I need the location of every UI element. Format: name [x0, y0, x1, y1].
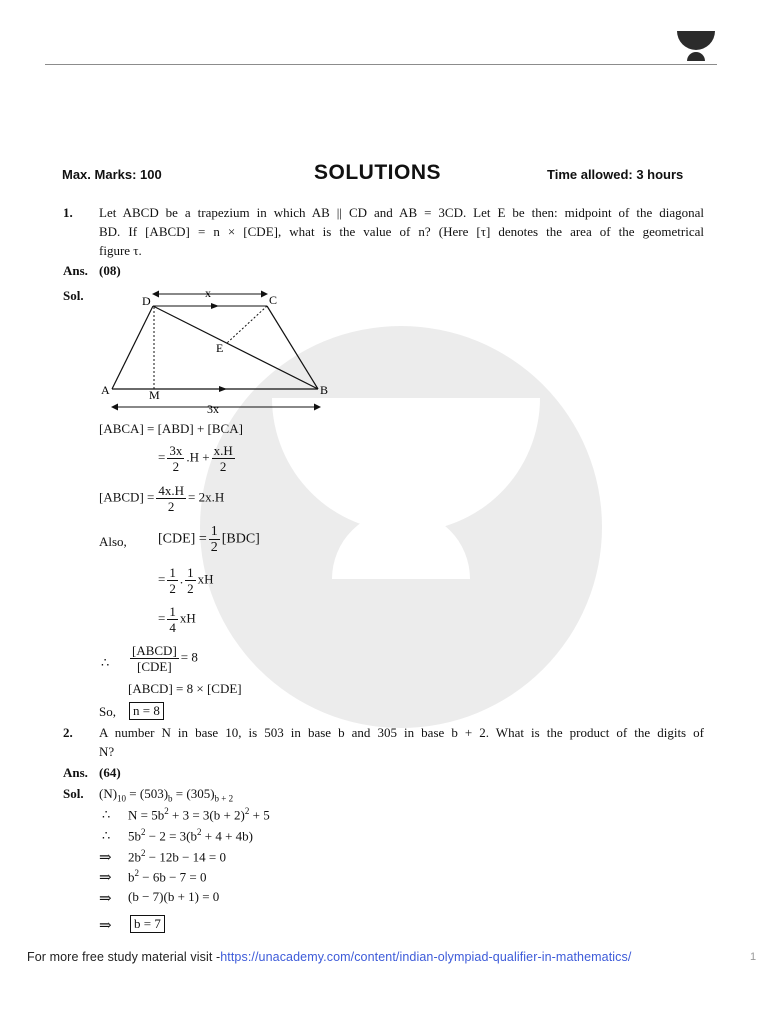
label-b: B [320, 383, 329, 397]
label-top-length: x [205, 286, 211, 300]
q2-ans-value: (64) [99, 765, 121, 780]
q1-step-8: [ABCD] = 8 × [CDE] [128, 681, 242, 696]
q2-step-2: $N = 5b^2 + 3 = 3(b + 2)^2 + 5$ [128, 806, 270, 823]
label-e: E [216, 341, 224, 355]
fraction: $\frac{1}{4}$ [169, 604, 176, 635]
text: [ABCD] = [99, 489, 155, 505]
text: [CDE] = [158, 531, 207, 547]
q2-step-4: $2b^2 - 12b - 14 = 0$ [128, 848, 226, 865]
q1-also: Also, [99, 534, 127, 549]
q2-step-1: $(N)_{10} = (503)_b = (305)_{b + 2}$ [99, 786, 234, 804]
q1-line-1: Let ABCD be a trapezium in which AB || CD and AB = 3CD. Let E be then: midpoint of the diagonal [99, 205, 704, 220]
text: .H + [186, 449, 210, 465]
footer-text: For more free study material visit - [27, 950, 221, 964]
max-marks: Max. Marks: 100 [62, 167, 162, 182]
label-c: C [269, 293, 278, 307]
implies-symbol: ⇒ [99, 891, 112, 907]
therefore-symbol: ∴ [101, 655, 110, 670]
label-bottom-length: 3x [207, 402, 219, 416]
q2-step-6: (b − 7)(b + 1) = 0 [128, 889, 220, 904]
fraction: $\frac{4x.H}{2}$ [158, 483, 184, 514]
q2-line-1: A number N in base 10, is 503 in base b and 305 in base b + 2. What is the product of the digits of [99, 725, 704, 740]
q1-step-5: = $\frac{1}{2}$ . $\frac{1}{2}$ xH [158, 565, 214, 596]
q1-ans-label: Ans. [63, 263, 88, 278]
implies-symbol: ⇒ [99, 870, 112, 886]
therefore-symbol: ∴ [102, 807, 111, 822]
footer [27, 950, 631, 964]
q1-line-3: figure τ. [99, 243, 142, 258]
q1-line-2: BD. If [ABCD] = n × [CDE], what is the value of n? (Here [τ] denotes the area of the geometrical [99, 224, 704, 239]
q2-step-5: $b^2 - 6b - 7 = 0$ [128, 868, 207, 885]
q1-result-box: n = 8 [129, 702, 164, 720]
header-rule [45, 64, 717, 65]
q2-step-3: $5b^2 - 2 = 3(b^2 + 4 + 4b)$ [128, 827, 253, 844]
fraction: $\frac{\text{[ABCD]}}{\text{[CDE]}}$ [132, 643, 177, 674]
text: = 8 [180, 649, 198, 665]
fraction: $\frac{1}{2}$ [169, 565, 176, 596]
unacademy-logo [676, 28, 716, 62]
therefore-symbol: ∴ [102, 828, 111, 843]
q1-step-1: [ABCA] = [ABD] + [BCA] [99, 421, 243, 436]
q2-result-box: b = 7 [130, 915, 165, 933]
page-number: 1 [750, 951, 757, 963]
label-m: M [149, 388, 160, 402]
q1-step-7 [128, 643, 198, 674]
equals: = [158, 571, 166, 587]
text: = 2x.H [188, 489, 225, 505]
text: xH [197, 571, 214, 587]
text: [BDC] [221, 531, 260, 547]
fraction: $\frac{x.H}{2}$ [213, 443, 233, 474]
label-d: D [142, 294, 151, 308]
fraction: $\frac{3x}{2}$ [169, 443, 183, 474]
q2-sol-label: Sol. [63, 786, 84, 801]
implies-symbol: ⇒ [99, 850, 112, 866]
q1-step-2 [158, 443, 237, 474]
q1-step-4 [158, 524, 260, 555]
q2-line-2: N? [99, 744, 115, 759]
q1-sol-label: Sol. [63, 288, 84, 303]
label-a: A [101, 383, 110, 397]
q1-step-6 [158, 604, 196, 635]
footer-link[interactable]: https://unacademy.com/content/indian-olympiad-qualifier-in-mathematics/ [220, 950, 632, 964]
equals: = [158, 449, 166, 465]
text: xH [179, 610, 196, 626]
q1-ans-value: (08) [99, 263, 121, 278]
equals: = [158, 610, 166, 626]
q2-number: 2. [63, 725, 73, 740]
page-title: SOLUTIONS [314, 161, 442, 184]
q2-ans-label: Ans. [63, 765, 88, 780]
time-allowed: Time allowed: 3 hours [547, 167, 684, 182]
trapezium-figure [95, 283, 345, 418]
q1-number: 1. [63, 205, 73, 220]
implies-symbol: ⇒ [99, 918, 112, 934]
q1-step-3 [99, 483, 224, 514]
fraction: $\frac{1}{2}$ [187, 565, 194, 596]
fraction: $\frac{1}{2}$ [210, 524, 218, 555]
q1-so: So, [99, 704, 116, 719]
